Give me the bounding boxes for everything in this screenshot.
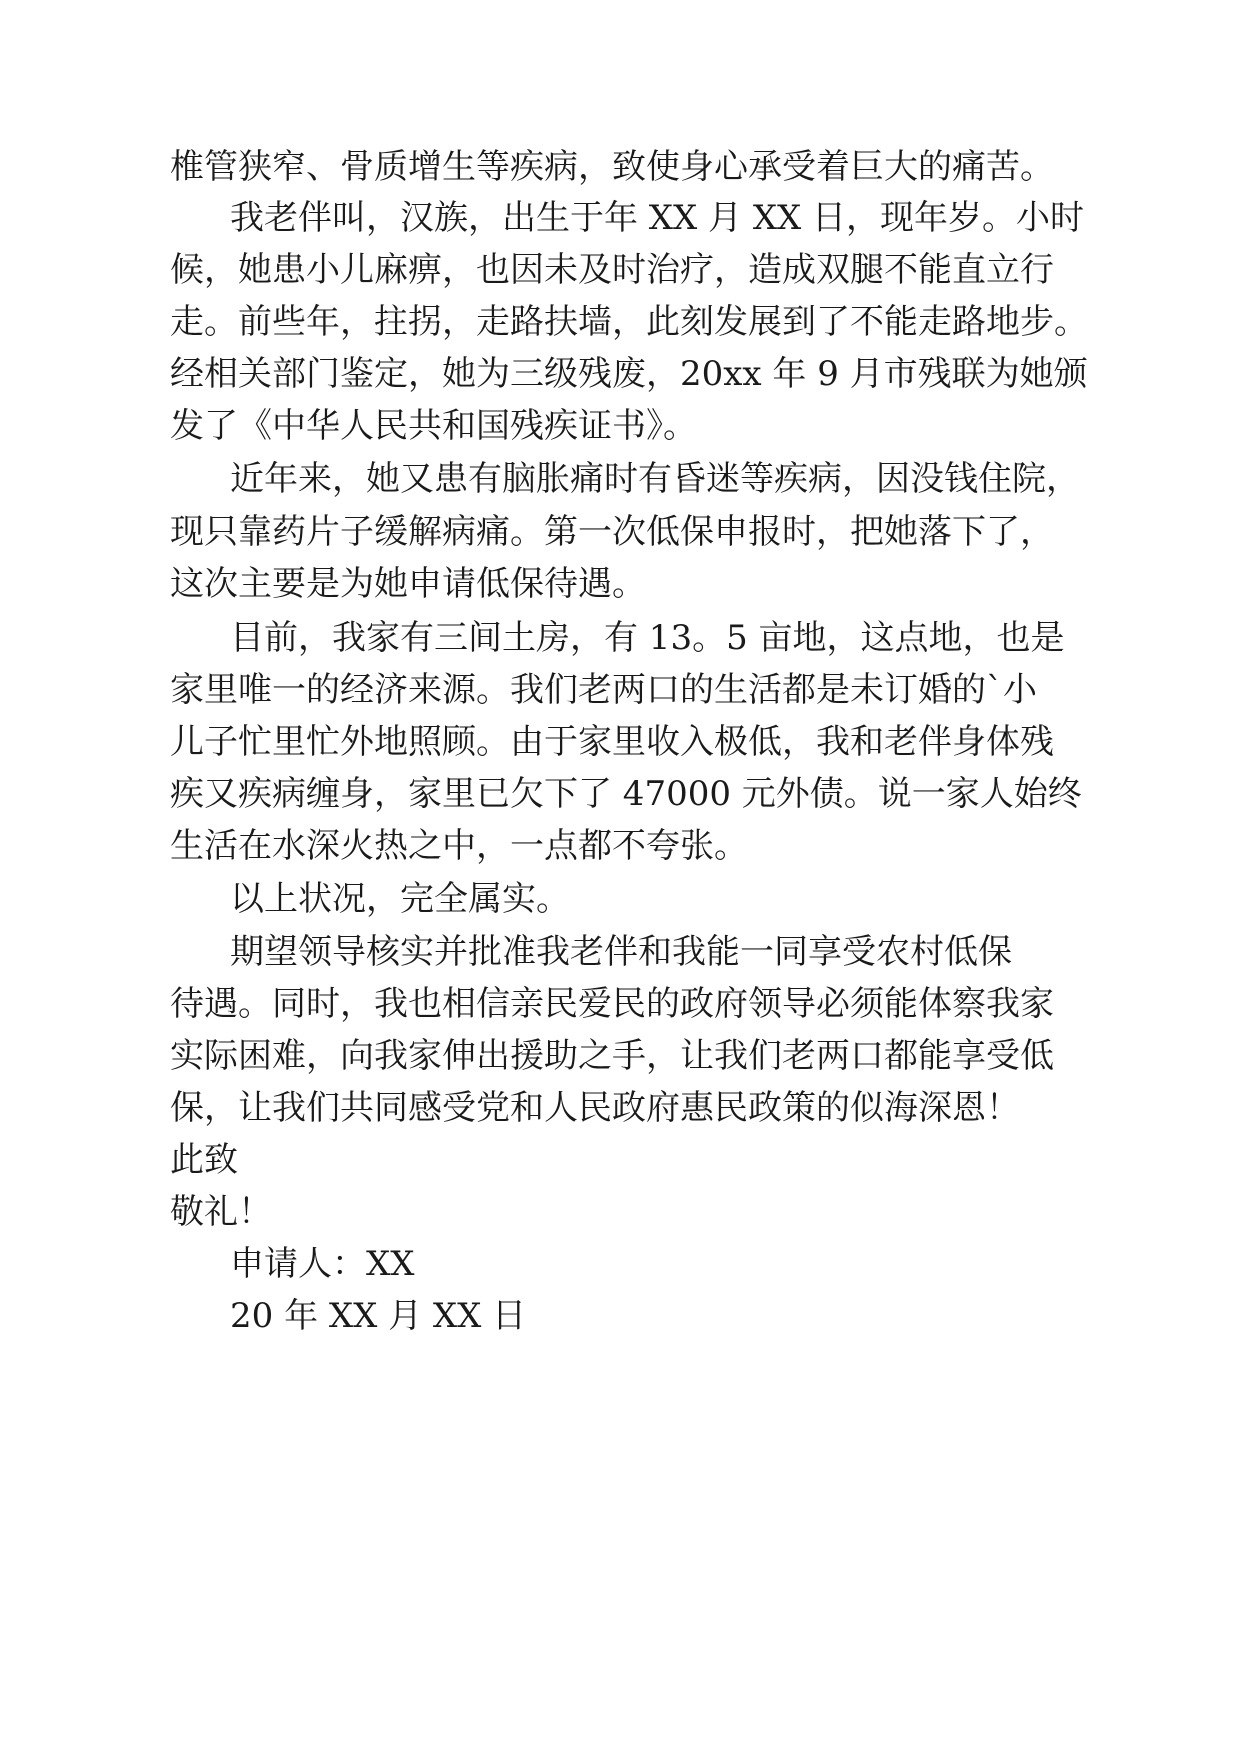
text-line: 我老伴叫，汉族，出生于年 XX 月 XX 日，现年岁。小时 [230, 198, 1085, 238]
text-line: 儿子忙里忙外地照顾。由于家里收入极低，我和老伴身体残 [170, 722, 1054, 762]
text-line: 候，她患小儿麻痹，也因未及时治疗，造成双腿不能直立行 [170, 250, 1054, 290]
text-line: 待遇。同时，我也相信亲民爱民的政府领导必须能体察我家 [170, 984, 1054, 1024]
text-line: 生活在水深火热之中，一点都不夸张。 [170, 826, 748, 866]
text-line: 目前，我家有三间土房，有 13。5 亩地，这点地，也是 [230, 618, 1065, 658]
text-line: 近年来，她又患有脑胀痛时有昏迷等疾病，因没钱住院， [230, 459, 1080, 499]
text-line: 这次主要是为她申请低保待遇。 [170, 564, 646, 604]
applicant-line: 申请人：XX [230, 1244, 415, 1284]
date-line: 20 年 XX 月 XX 日 [230, 1296, 527, 1336]
text-line: 发了《中华人民共和国残疾证书》。 [170, 406, 697, 446]
text-line: 家里唯一的经济来源。我们老两口的生活都是未订婚的`小 [170, 670, 1037, 710]
text-line: 椎管狭窄、骨质增生等疾病，致使身心承受着巨大的痛苦。 [170, 147, 1054, 187]
text-line: 以上状况，完全属实。 [230, 879, 570, 919]
closing-line: 此致 [170, 1140, 238, 1180]
text-line: 期望领导核实并批准我老伴和我能一同享受农村低保 [230, 932, 1012, 972]
text-line: 疾又疾病缠身，家里已欠下了 47000 元外债。说一家人始终 [170, 774, 1082, 814]
text-line: 保，让我们共同感受党和人民政府惠民政策的似海深恩！ [170, 1088, 1020, 1128]
text-line: 走。前些年，拄拐，走路扶墙，此刻发展到了不能走路地步。 [170, 302, 1088, 342]
text-line: 实际困难，向我家伸出援助之手，让我们老两口都能享受低 [170, 1036, 1054, 1076]
salutation-line: 敬礼！ [170, 1192, 272, 1232]
text-line: 经相关部门鉴定，她为三级残废，20xx 年 9 月市残联为她颁 [170, 354, 1088, 394]
text-line: 现只靠药片子缓解病痛。第一次低保申报时，把她落下了， [170, 512, 1054, 552]
